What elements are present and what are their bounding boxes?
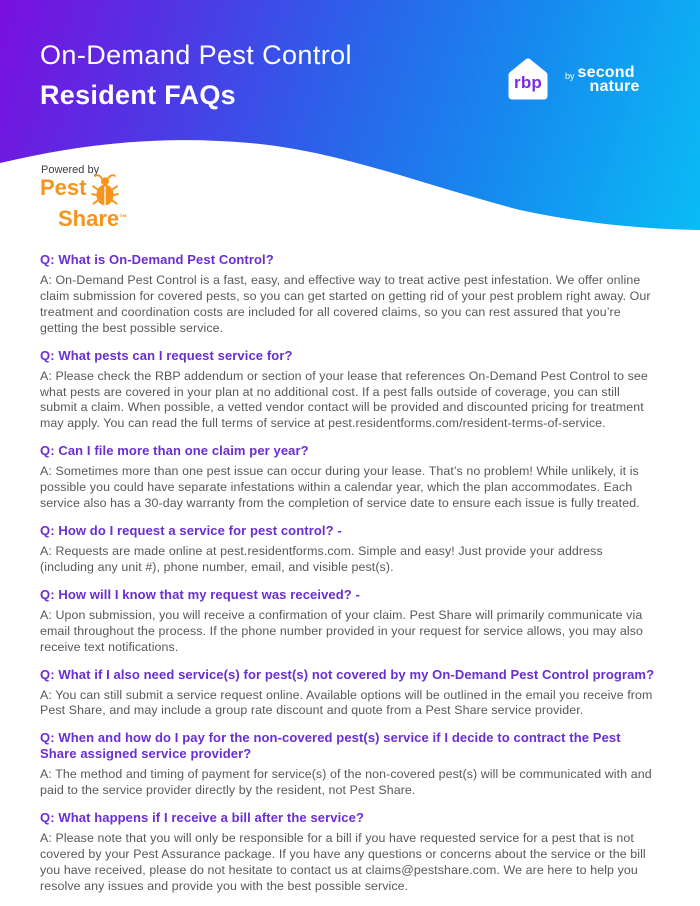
page-subtitle: Resident FAQs bbox=[40, 80, 236, 110]
faq-item bbox=[40, 587, 660, 656]
faq-question: Q: Can I file more than one claim per year? bbox=[40, 443, 309, 459]
faq-question: Q: How will I know that my request was received? - bbox=[40, 586, 360, 602]
faq-answer: A: Requests are made online at pest.residentforms.com. Simple and easy! Just provide your address (including any unit #), phone number, email, and visible pest(s). bbox=[40, 543, 603, 574]
brand-word-second: second bbox=[577, 64, 635, 81]
faq-answer: A: On-Demand Pest Control is a fast, easy, and effective way to treat active pest infestation. We offer online claim submission for covered pests, so you can get started on getting rid of your pest problem right away. Our treatment and coordination costs are included for all covered claims, so you can rest assured that you’re getting the best possible service. bbox=[40, 273, 651, 335]
header-banner bbox=[0, 0, 700, 240]
powered-by-label: Powered by bbox=[41, 164, 100, 176]
faq-answer: A: Sometimes more than one pest issue can occur during your lease. That’s no problem! While unlikely, it is possible you could have separate infestations within a calendar year, which the plan accommodates. Each service also has a 30-day warranty from the completion of service date to ensure each issue is fully treated. bbox=[40, 464, 640, 511]
faq-item bbox=[40, 348, 660, 433]
faq-answer: A: Please check the RBP addendum or section of your lease that references On-Demand Pest Control to see what pests are covered in your plan at no additional cost. If a pest falls outside of coverage, you can still submit a claim. When possible, a vetted vendor contact will be provided and discounted pricing for treatment may apply. You can read the full terms of service at pest.residentforms.com/resident-terms-of-service. bbox=[40, 368, 648, 431]
bug-icon bbox=[91, 172, 119, 208]
faq-question: Q: When and how do I pay for the non-covered pest(s) service if I decide to contract the Pest Share assigned service provider? bbox=[40, 730, 621, 762]
faq-answer: A: You can still submit a service request online. Available options will be outlined in the email you receive from Pest Share, and may include a group rate discount and quote from a Pest Share service provider. bbox=[40, 687, 653, 718]
brand-word-nature: nature bbox=[589, 78, 640, 95]
faq-question: Q: What if I also need service(s) for pest(s) not covered by my On-Demand Pest Control program? bbox=[40, 666, 655, 682]
rbp-logo-text: rbp bbox=[514, 72, 542, 92]
rbp-logo bbox=[500, 52, 640, 108]
pest-share-logo bbox=[40, 164, 127, 229]
page-title: On-Demand Pest Control bbox=[40, 40, 352, 70]
rbp-house-icon bbox=[500, 52, 556, 108]
faq-list bbox=[0, 240, 700, 895]
faq-question: Q: What pests can I request service for? bbox=[40, 347, 293, 363]
faq-item bbox=[40, 730, 660, 799]
by-label: by bbox=[565, 71, 575, 81]
faq-item bbox=[40, 667, 660, 720]
faq-answer: A: Please note that you will only be responsible for a bill if you have requested service for a pest that is not covered by your Pest Assurance package. If you have any questions or concerns about the service or the bill you have received, please do not hesitate to contact us at claims@pestshare.com. We are here to help you resolve any issues and provide you with the best possible service. bbox=[40, 831, 646, 893]
faq-item bbox=[40, 523, 660, 576]
pest-share-word-pest: Pest bbox=[40, 175, 87, 200]
faq-question: Q: How do I request a service for pest control? - bbox=[40, 522, 342, 538]
faq-item bbox=[40, 252, 660, 337]
pest-share-word-share: Share bbox=[58, 206, 120, 231]
faq-answer: A: The method and timing of payment for service(s) of the non-covered pest(s) will be communicated with and paid to the service provider directly by the resident, not Pest Share. bbox=[40, 767, 652, 798]
faq-answer: A: Upon submission, you will receive a confirmation of your claim. Pest Share will primarily communicate via email throughout the process. If the phone number provided in your request for service allows, you may also receive text notifications. bbox=[40, 607, 644, 654]
faq-question: Q: What happens if I receive a bill after the service? bbox=[40, 810, 365, 826]
second-nature-logo bbox=[565, 66, 640, 94]
trademark-symbol: ™ bbox=[119, 213, 128, 222]
faq-item bbox=[40, 810, 660, 895]
faq-question: Q: What is On-Demand Pest Control? bbox=[40, 252, 274, 267]
faq-item bbox=[40, 443, 660, 512]
header-titles bbox=[40, 40, 352, 111]
